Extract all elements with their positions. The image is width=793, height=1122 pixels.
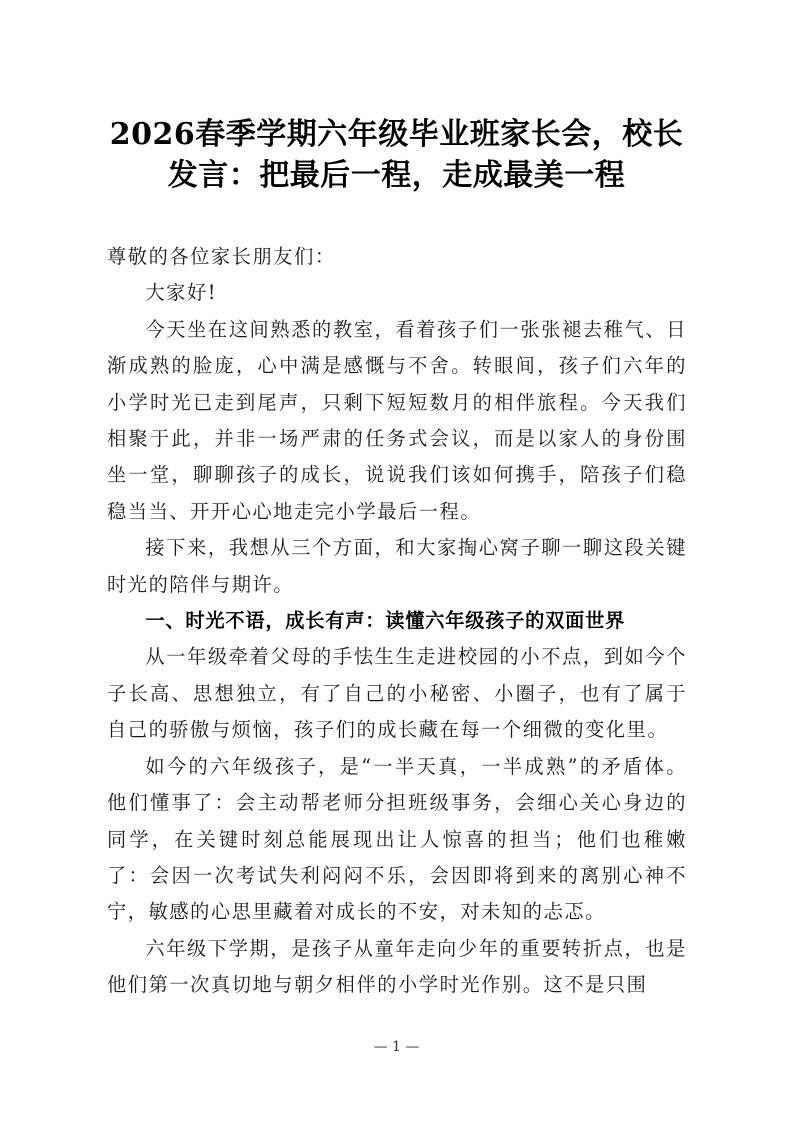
greeting-paragraph: 大家好! — [145, 281, 218, 305]
body-paragraph: 六年级下学期，是孩子从童年走向少年的重要转折点，也是他们第一次真切地与朝夕相伴的小学时光作别。这不是只围 — [107, 936, 687, 997]
document-body — [107, 239, 687, 1004]
body-paragraph: 从一年级牵着父母的手怯生生走进校园的小不点，到如今个子长高、思想独立，有了自己的小秘密、小圈子，也有了属于自己的骄傲与烦恼，孩子们的成长藏在每一个细微的变化里。 — [107, 645, 687, 742]
section-heading: 一、时光不语，成长有声：读懂六年级孩子的双面世界 — [145, 609, 626, 633]
document-title — [90, 114, 703, 196]
body-paragraph: 今天坐在这间熟悉的教室，看着孩子们一张张褪去稚气、日渐成熟的脸庞，心中满是感慨与不舍。转眼间，孩子们六年的小学时光已走到尾声，只剩下短短数月的相伴旅程。今天我们相聚于此，并非一场严肃的任务式会议，而是以家人的身份围坐一堂，聊聊孩子的成长，说说我们该如何携手，陪孩子们稳稳当当、开开心心地走完小学最后一程。 — [107, 317, 687, 523]
title-line-1: 2026春季学期六年级毕业班家长会，校长 — [109, 117, 684, 152]
salutation: 尊敬的各位家长朋友们： — [107, 245, 336, 268]
body-paragraph: 接下来，我想从三个方面，和大家掏心窝子聊一聊这段关键时光的陪伴与期许。 — [107, 536, 687, 596]
page-number: — 1 — — [373, 1039, 420, 1055]
title-line-2: 发言：把最后一程，走成最美一程 — [167, 158, 626, 193]
body-paragraph: 如今的六年级孩子，是“一半天真，一半成熟”的矛盾体。他们懂事了：会主动帮老师分担班级事务，会细心关心身边的同学，在关键时刻总能展现出让人惊喜的担当；他们也稚嫩了：会因一次考试失利闷闷不乐，会因即将到来的离别心神不宁，敏感的心思里藏着对成长的不安，对未知的忐忑。 — [107, 754, 687, 924]
